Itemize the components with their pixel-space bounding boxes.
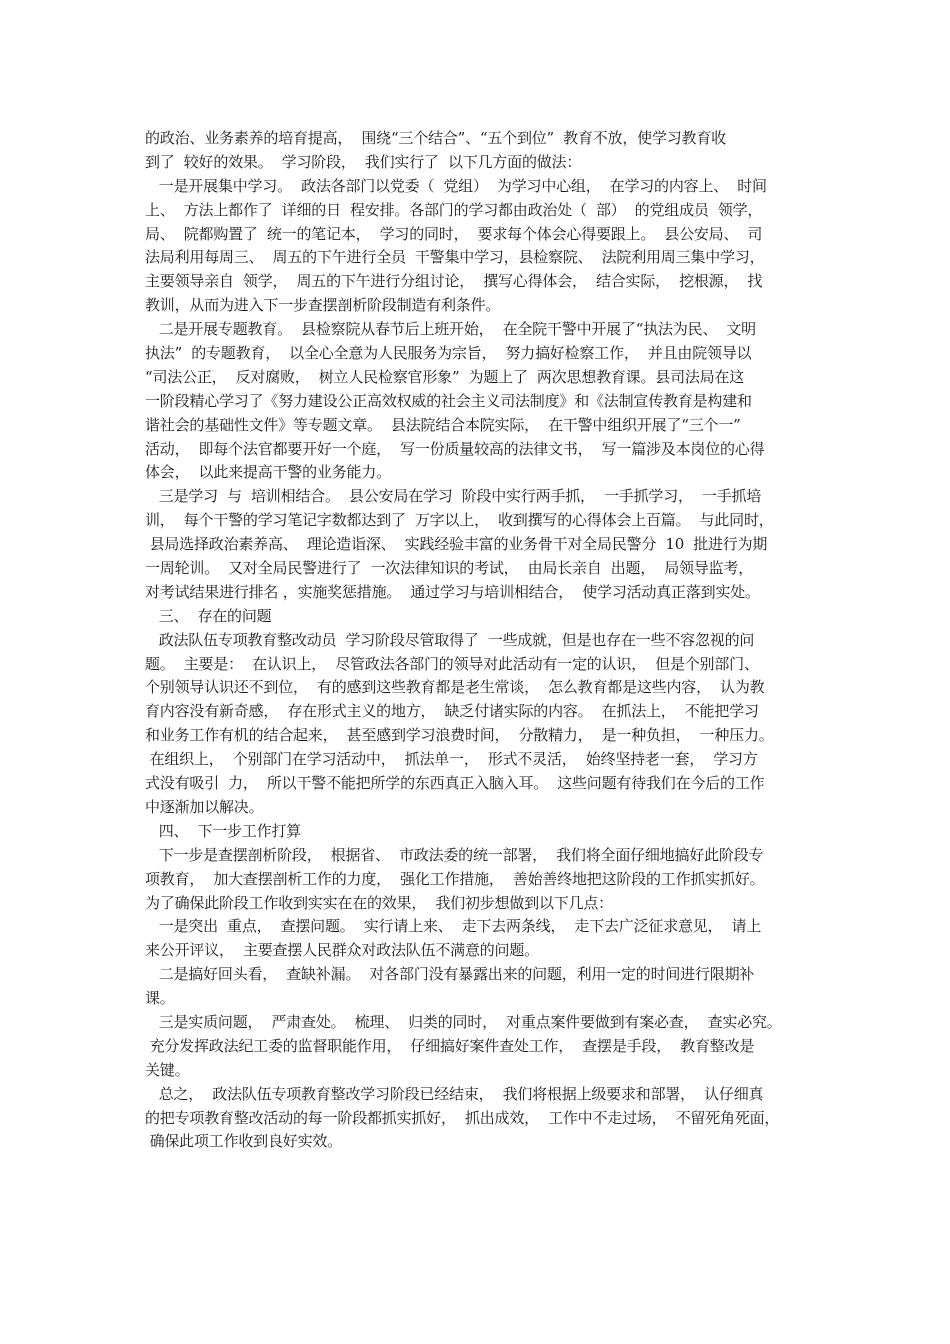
text-line: 育内容没有新奇感， 存在形式主义的地方， 缺乏付诸实际的内容。 在抓法上， 不能把学习 <box>145 702 759 721</box>
text-line: 和业务工作有机的结合起来， 甚至感到学习浪费时间， 分散精力， 是一种负担， 一种压力。 <box>145 726 774 745</box>
text-line: 训， 每个干警的学习笔记字数都达到了 万字以上， 收到撰写的心得体会上百篇。 与此同时， <box>145 511 774 530</box>
text-line: 一是突出 重点， 查摆问题。 实行请上来、 走下去两条线， 走下去广泛征求意见， 请上 <box>145 917 762 936</box>
document-body <box>145 127 805 1154</box>
text-line: 题。 主要是： 在认识上， 尽管政法各部门的领导对此活动有一定的认识， 但是个别部门、 <box>145 654 759 673</box>
text-line: 三、 存在的问题 <box>145 606 272 625</box>
text-line: 式没有吸引 力， 所以干警不能把所学的东西真正入脑入耳。 这些问题有待我们在今后的工作 <box>145 774 765 793</box>
text-line: 法局利用每周三、 周五的下午进行全员 干警集中学习，县检察院、 法院利用周三集中学习， <box>145 248 765 267</box>
text-line: 一阶段精心学习了《努力建设公正高效权威的社会主义司法制度》和《法制宣传教育是构建和 <box>145 391 752 410</box>
text-line: 为了确保此阶段工作收到实实在在的效果， 我们初步想做到以下几点： <box>145 893 613 912</box>
text-line: 二是开展专题教育。 县检察院从春节后上班开始， 在全院干警中开展了“执法为民、 文明 <box>145 320 756 339</box>
text-line: 局、 院都购置了 统一的笔记本， 学习的同时， 要求每个体会心得要跟上。 县公安局、 司 <box>145 224 763 243</box>
text-line: 对考试结果进行排名 ，实施奖惩措施。 通过学习与培训相结合， 使学习活动真正落到实处。 <box>145 582 760 601</box>
text-line: 课。 <box>145 989 175 1008</box>
text-line: 到了 较好的效果。 学习阶段， 我们实行了 以下几方面的做法： <box>145 152 582 171</box>
text-line: 三是学习 与 培训相结合。 县公安局在学习 阶段中实行两手抓， 一手抓学习， 一手抓培 <box>145 487 762 506</box>
text-line: 教训，从而为进入下一步查摆剖析阶段制造有利条件。 <box>145 296 501 315</box>
text-line: 上、 方法上都作了 详细的日 程安排。各部门的学习都由政治处（ 部） 的党组成员 领学， <box>145 200 763 219</box>
text-line: 在组织上， 个别部门在学习活动中， 抓法单一， 形式不灵活， 始终坚持老一套， 学习方 <box>145 750 758 769</box>
text-line: 体会， 以此来提高干警的业务能力。 <box>145 463 391 482</box>
text-line: 谐社会的基础性文件》等专题文章。 县法院结合本院实际， 在干警中组织开展了“三个一” <box>145 415 741 434</box>
text-line: 政法队伍专项教育整改动员 学习阶段尽管取得了 一些成就，但是也存在一些不容忽视的问 <box>145 630 755 649</box>
text-line: 中逐渐加以解决。 <box>145 797 264 816</box>
text-line: 的把专项教育整改活动的每一阶段都抓实抓好， 抓出成效， 工作中不走过场， 不留死角死面， <box>145 1108 780 1127</box>
text-line: 二是搞好回头看， 查缺补漏。 对各部门没有暴露出来的问题，利用一定的时间进行限期补 <box>145 965 755 984</box>
text-line: 一周轮训。 又对全局民警进行了 一次法律知识的考试， 由局长亲自 出题， 局领导监考， <box>145 559 754 578</box>
text-line: 下一步是查摆剖析阶段， 根据省、 市政法委的统一部署， 我们将全面仔细地搞好此阶段专 <box>145 845 764 864</box>
text-line: 个别领导认识还不到位， 有的感到这些教育都是老生常谈， 怎么教育都是这些内容， 认为教 <box>145 678 765 697</box>
text-line: 三是实质问题， 严肃查处。 梳理、 归类的同时， 对重点案件要做到有案必查， 查实必究。 <box>145 1012 782 1031</box>
text-line: 关键。 <box>145 1060 190 1079</box>
text-line: 四、 下一步工作打算 <box>145 821 302 840</box>
text-line: 县局选择政治素养高、 理论造诣深、 实践经验丰富的业务骨干对全局民警分 10 批进行为期 <box>145 535 768 554</box>
text-line: 总之， 政法队伍专项教育整改学习阶段已经结束， 我们将根据上级要求和部署， 认仔细真 <box>145 1084 764 1103</box>
text-line: 主要领导亲自 领学， 周五的下午进行分组讨论， 撰写心得体会， 结合实际， 挖根源， 找 <box>145 272 763 291</box>
text-line: 充分发挥政法纪工委的监督职能作用， 仔细搞好案件查处工作， 查摆是手段， 教育整改是 <box>145 1036 755 1055</box>
text-line: 活动， 即每个法官都要开好一个庭， 写一份质量较高的法律文书， 写一篇涉及本岗位的心得 <box>145 439 765 458</box>
text-line: 执法” 的专题教育， 以全心全意为人民服务为宗旨， 努力搞好检察工作， 并且由院领导以 <box>145 344 752 363</box>
text-line: 项教育， 加大查摆剖析工作的力度， 强化工作措施， 善始善终地把这阶段的工作抓实抓好。 <box>145 869 765 888</box>
text-line: 一是开展集中学习。 政法各部门以党委（ 党组） 为学习中心组， 在学习的内容上、 时间 <box>145 176 767 195</box>
text-line: 的政治、业务素养的培育提高， 围绕“三个结合”、“五个到位” 教育不放，使学习教育收 <box>145 129 726 147</box>
text-line: 确保此项工作收到良好实效。 <box>145 1132 342 1151</box>
text-line: 来公开评议， 主要查摆人民群众对政法队伍不满意的问题。 <box>145 941 539 960</box>
text-line: “司法公正， 反对腐败， 树立人民检察官形象” 为题上了 两次思想教育课。县司法局在这 <box>145 367 745 386</box>
